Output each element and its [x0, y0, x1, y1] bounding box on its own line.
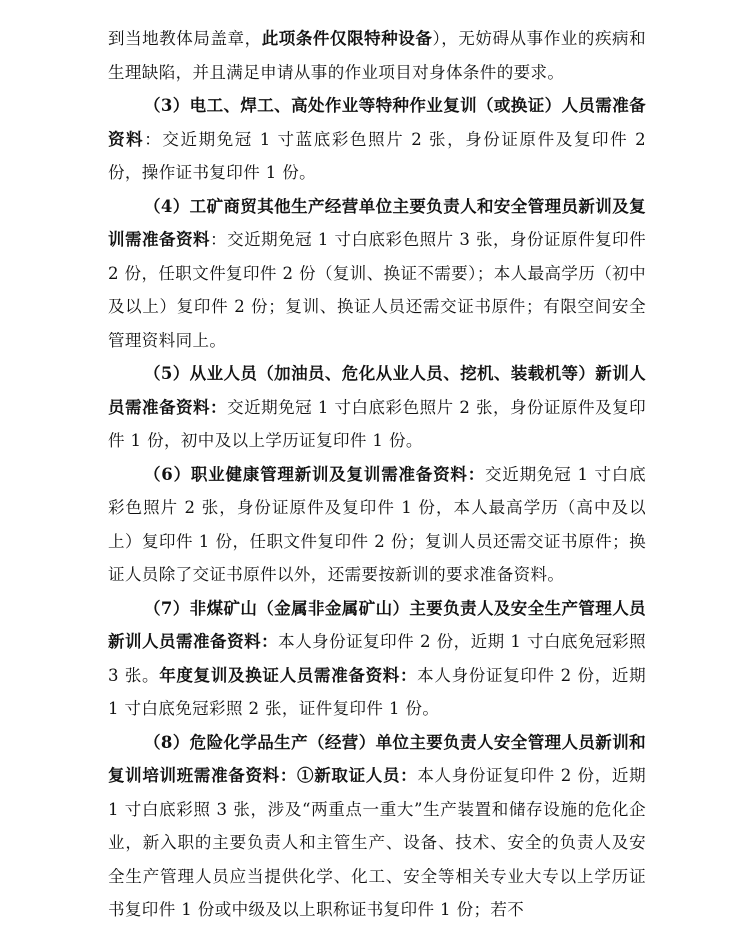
- item-body: 本人身份证复印件 2 份，近期 1 寸白底免冠彩照 3 张。: [108, 632, 647, 685]
- item-heading: （5）从业人员（加油员、危化从业人员、挖机、装载机等）新训人员需准备资料：: [108, 364, 646, 417]
- paragraph-item-4: [108, 190, 646, 358]
- item-heading: （8）危险化学品生产（经营）单位主要负责人安全管理人员新训和复训培训班需准备资料：①新取证人员：: [108, 732, 646, 785]
- paragraph-continuation: [108, 22, 646, 89]
- item-heading: （7）非煤矿山（金属非金属矿山）主要负责人及安全生产管理人员新训人员需准备资料：: [108, 598, 646, 651]
- item-body: 本人身份证复印件 2 份，近期 1 寸白底免冠彩照 2 张，证件复印件 1 份。: [108, 665, 646, 718]
- item-body: 交近期免冠 1 寸白底彩色照片 2 张，身份证原件及复印件 1 份，本人最高学历（高中及以上）复印件 1 份，任职文件复印件 2 份；复训人员还需交证书原件；换证人员除了交证书原件以外，还需要按新训的要求准备资料。: [108, 464, 646, 584]
- item-body: 本人身份证复印件 2 份，近期 1 寸白底彩照 3 张，涉及“两重点一重大”生产装置和储存设施的危化企业，新入职的主要负责人和主管生产、设备、技术、安全的负责人及安全生产管理人员应当提供化学、化工、安全等相关专业大专以上学历证书复印件 1 份或中级及以上职称证书复印件 1 份；若不: [108, 766, 646, 919]
- document-page: [108, 22, 646, 927]
- item-heading: （3）电工、焊工、高处作业等特种作业复训（或换证）人员需准备资料: [108, 96, 646, 149]
- paragraph-item-8: [108, 726, 646, 927]
- bold-text: 此项条件仅限特种设备: [261, 29, 433, 48]
- text: ），无妨碍从事作业的疾病和生理缺陷，并且满足申请从事的作业项目对身体条件的要求。: [108, 29, 647, 82]
- item-body: 交近期免冠 1 寸白底彩色照片 2 张，身份证原件及复印件 1 份，初中及以上学历证复印件 1 份。: [108, 397, 646, 450]
- item-heading: （6）职业健康管理新训及复训需准备资料：: [144, 464, 485, 484]
- paragraph-item-5: [108, 357, 646, 458]
- text: 到当地教体局盖章，: [108, 29, 262, 48]
- item-subheading: 年度复训及换证人员需准备资料：: [159, 665, 418, 685]
- item-heading: （4）工矿商贸其他生产经营单位主要负责人和安全管理员新训及复训需准备资料: [108, 196, 646, 249]
- item-body: ：交近期免冠 1 寸蓝底彩色照片 2 张，身份证原件及复印件 2 份，操作证书复印件 1 份。: [108, 129, 646, 182]
- item-body: ：交近期免冠 1 寸白底彩色照片 3 张，身份证原件复印件 2 份，任职文件复印件 2 份（复训、换证不需要）；本人最高学历（初中及以上）复印件 2 份；复训、换证人员还需交证书原件；有限空间安全管理资料同上。: [108, 230, 646, 350]
- paragraph-item-6: [108, 458, 646, 592]
- paragraph-item-3: [108, 89, 646, 190]
- paragraph-item-7: [108, 592, 646, 726]
